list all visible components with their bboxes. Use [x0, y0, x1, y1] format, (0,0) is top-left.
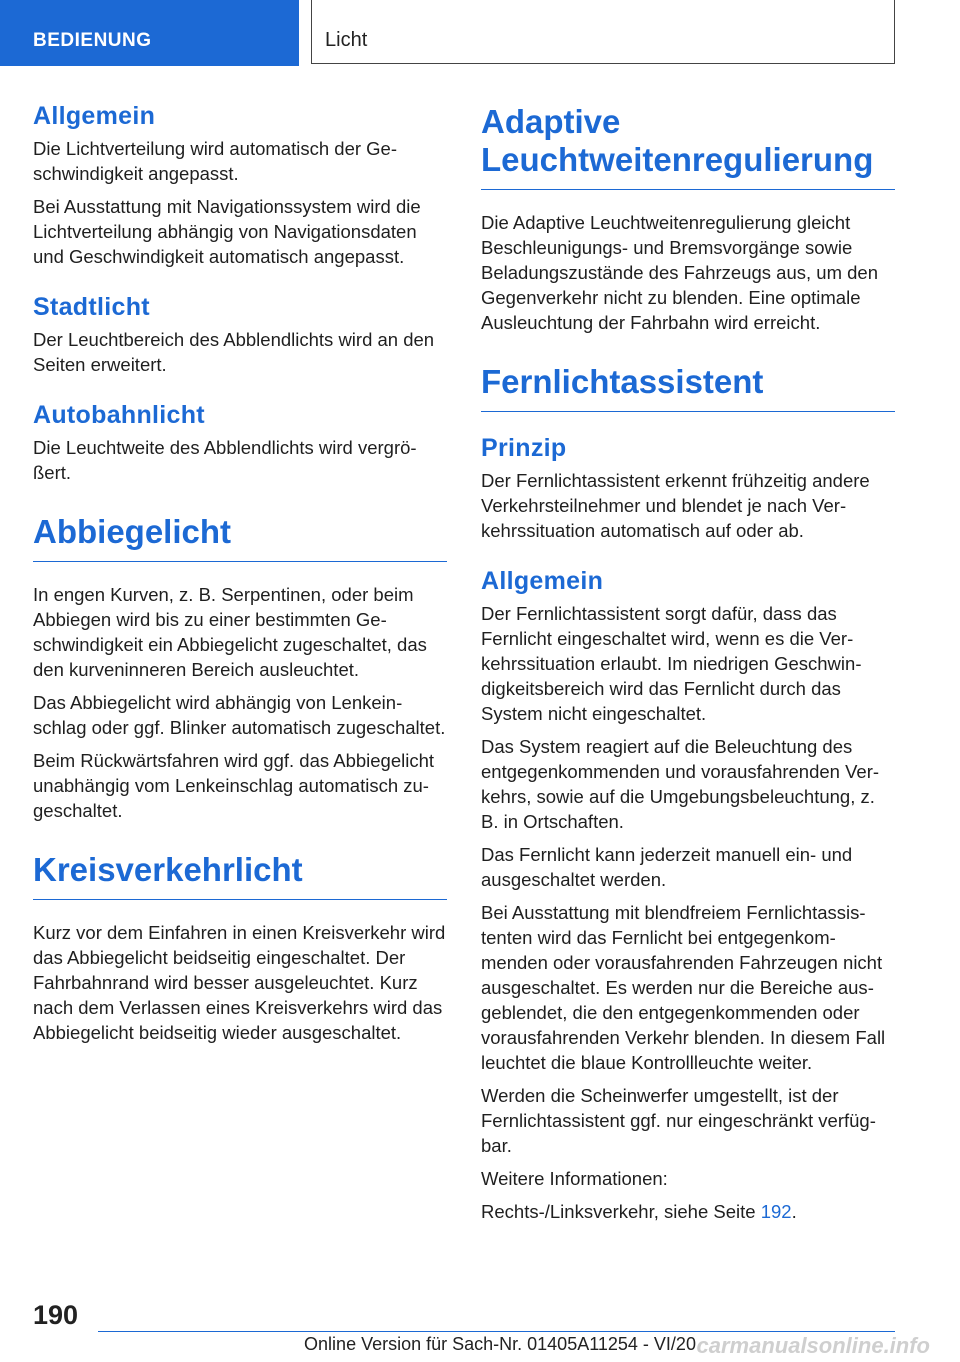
paragraph: Der Fernlichtassistent erkennt frühzeitig andere Verkehrsteilnehmer und blendet je nach Verkehrssituation automatisch auf oder ab.: [481, 470, 870, 541]
section-fernlichtassistent: [481, 363, 895, 412]
paragraph: Kurz vor dem Einfahren in einen Kreisverkehr wird das Abbiegelicht beidseitig eingeschaltet. Der Fahrbahnrand wird besser ausgeleuchtet. Kurz nach dem Verlassen eines Kreisverkehrs wird das Abbiegelicht beidseitig wieder ausgeschaltet.: [33, 922, 446, 1043]
heading-kreisverkehrlicht: Kreisverkehrlicht: [33, 851, 447, 900]
paragraph: Das System reagiert auf die Beleuchtung des entgegenkommenden und vorausfahrenden Verkehrs, sowie auf die Umgebungsbeleuchtung, z. B. in Ortschaften.: [481, 736, 880, 832]
section-tab: BEDIENUNG: [0, 0, 299, 66]
section-kreisverkehrlicht: [33, 851, 447, 900]
heading-stadtlicht: Stadtlicht: [33, 293, 150, 321]
right-column: [481, 103, 895, 1232]
page-header: [0, 0, 960, 66]
page-number: 190: [33, 1300, 79, 1330]
footer-divider: [98, 1331, 895, 1332]
paragraph: Die Leuchtweite des Abblendlichts wird vergrößert.: [33, 437, 417, 483]
watermark: carmanualsonline.info: [696, 1333, 930, 1358]
section-adaptive-leuchtweitenregulierung: [481, 103, 895, 190]
paragraph: Bei Ausstattung mit Navigationssystem wird die Lichtverteilung abhängig von Navigationsdaten und Geschwindigkeit automatisch angepasst.: [33, 196, 421, 267]
paragraph: Das Abbiegelicht wird abhängig von Lenkeinschlag oder ggf. Blinker automatisch zugeschaltet.: [33, 692, 446, 738]
paragraph: In engen Kurven, z. B. Serpentinen, oder beim Abbiegen wird bis zu einer bestimmten Geschwindigkeit ein Abbiegelicht zugeschaltet, das den kurveninneren Bereich ausleuchtet.: [33, 584, 427, 680]
online-version-note: Online Version für Sach-Nr. 01405A11254 - VI/20: [304, 1334, 696, 1354]
cross-reference-text: Rechts-/Linksverkehr, siehe Seite: [481, 1201, 761, 1222]
heading-adaptive-leuchtweitenregulierung: Adaptive Leuchtweitenregulierung: [481, 103, 895, 190]
paragraph: Die Lichtverteilung wird automatisch der Geschwindigkeit angepasst.: [33, 138, 398, 184]
left-column: [33, 100, 447, 1053]
paragraph: Das Fernlicht kann jederzeit manuell ein- und ausgeschaltet werden.: [481, 844, 853, 890]
section-abbiegelicht: [33, 513, 447, 562]
paragraph: Die Adaptive Leuchtweitenregulierung gleicht Beschleunigungs- und Bremsvorgänge sowie Beladungszustände des Fahrzeugs aus, um den Gegenverkehr nicht zu blenden. Eine optimale Ausleuchtung der Fahrbahn wird erreicht.: [481, 212, 878, 333]
chapter-title: Licht: [311, 0, 895, 64]
cross-reference: [481, 1199, 895, 1224]
heading-allgemein: Allgemein: [33, 102, 156, 130]
cross-reference-end: .: [791, 1201, 797, 1222]
heading-abbiegelicht: Abbiegelicht: [33, 513, 447, 562]
heading-allgemein-fla: Allgemein: [481, 567, 604, 595]
paragraph: Werden die Scheinwerfer umgestellt, ist der Fernlichtassistent ggf. nur eingeschränkt verfügbar.: [481, 1085, 876, 1156]
paragraph: Beim Rückwärtsfahren wird ggf. das Abbiegelicht unabhängig vom Lenkeinschlag automatisch zugeschaltet.: [33, 750, 435, 821]
paragraph: Bei Ausstattung mit blendfreiem Fernlichtassistenten wird das Fernlicht bei entgegenkommenden oder vorausfahrenden Fahrzeugen nicht ausgeschaltet. Es werden nur die Bereiche ausgeblendet, die den entgegenkommenden oder vorausfahrenden Verkehr blenden. In diesem Fall leuchtet die blaue Kontrollleuchte weiter.: [481, 902, 886, 1073]
paragraph: Der Leuchtbereich des Abblendlichts wird an den Seiten erweitert.: [33, 329, 435, 375]
heading-fernlichtassistent: Fernlichtassistent: [481, 363, 895, 412]
paragraph: Der Fernlichtassistent sorgt dafür, dass das Fernlicht eingeschaltet wird, wenn es die Verkehrssituation erlaubt. Im niedrigen Geschwindigkeitsbereich wird das Fernlicht durch das System nicht eingeschaltet.: [481, 603, 862, 724]
page-link-192[interactable]: 192: [760, 1201, 792, 1222]
heading-prinzip: Prinzip: [481, 434, 567, 462]
paragraph: Weitere Informationen:: [481, 1168, 668, 1189]
heading-autobahnlicht: Autobahnlicht: [33, 401, 205, 429]
